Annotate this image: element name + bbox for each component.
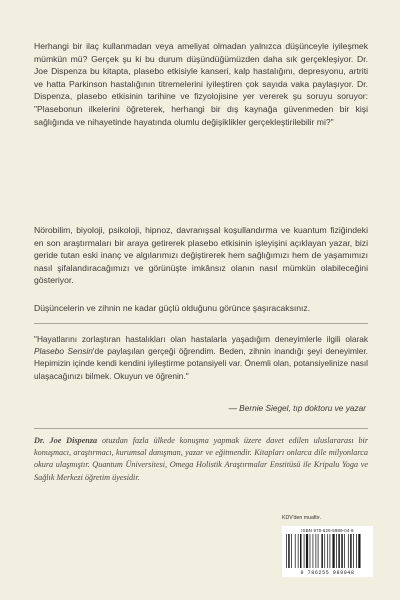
author-name: Dr. Joe Dispenza	[34, 436, 98, 445]
barcode-icon	[286, 534, 369, 568]
intro-paragraph: Herhangi bir ilaç kullanmadan veya ameliyat olmadan yalnızca düşünceyle iyileşmek mümkün mü? Gerçek şu ki bu durum düşündüğümüzden daha sık gerçekleşiyor. Dr. Joe Dispenza bu kitapta, plasebo etkisiyle kanseri, kalp hastalığını, depresyonu, artriti ve hatta Parkinson hastalığının titremelerini iyileştiren çok sayıda vaka paylaşıyor. Dr. Dispenza, plasebo etkisinin tarihine ve fizyolojisine yer vererek şu soruyu soruyor: "Plasebonun ilkelerini öğreterek, herhangi bir dış kaynağa güvenmeden bir kişi sağlığında ve nihayetinde hayatında olumlu değişiklikler gerçekleştirilebilir mi?"	[34, 41, 368, 127]
quote-book-title: Plasebo Sensin	[34, 346, 93, 357]
author-bio	[34, 435, 368, 484]
tax-note: KDV'den muaftır.	[282, 515, 322, 521]
closing-line: Düşüncelerin ve zihnin ne kadar güçlü olduğunu görünce şaşıracaksınız.	[34, 303, 311, 313]
quote-text-after: 'de paylaşılan gerçeği öğrendim. Beden, zihnin inandığı şeyi deneyimler. Hepimizin içinde kendi kendini iyileştirme potansiyeli var. Önemli olan, potansiyelinize nasıl ulaşacağınızı bilmek. Okuyun ve öğrenin."	[34, 346, 368, 381]
quote-text-before: "Hayatlarını zorlaştıran hastalıkları olan hastalarla yaşadığım deneyimlerle ilgili olarak	[34, 334, 368, 344]
endorsement-quote	[34, 333, 368, 382]
barcode-box	[282, 526, 373, 577]
divider-bottom	[34, 428, 368, 429]
science-paragraph: Nörobilim, biyoloji, psikoloji, hipnoz, davranışsal koşullandırma ve kuantum fiziğindeki en son araştırmaları bir araya getirerek plasebo etkisinin işleyişini açıklayan yazar, bizi geride tutan eski inanç ve algılarımızı değiştirerek hem sağlığımızı hem de yaşamımızı nasıl şifalandıracağımızı ve görünüşte imkânsız olanın nasıl mümkün olabileceğini gösteriyor.	[34, 225, 368, 286]
author-bio-text: otuzdan fazla ülkede konuşma yapmak üzere davet edilen uluslararası bir konuşmacı, araştırmacı, kurumsal danışman, yazar ve eğitmendir. Kitapları onlarca dile milyonlarca okura ulaşmıştır. Quantum Üniversitesi, Omega Holistik Araştırmalar Enstitüsü ile Kripalu Yoga ve Sağlık Merkezi öğretim üyesidir.	[34, 436, 369, 482]
quote-attribution: — Bernie Siegel, tıp doktoru ve yazar	[228, 403, 366, 413]
barcode-digits: 9 786255 989048	[300, 570, 355, 576]
isbn-label: ISBN 978-625-5989-04-8	[301, 528, 354, 533]
divider-top	[34, 323, 368, 324]
